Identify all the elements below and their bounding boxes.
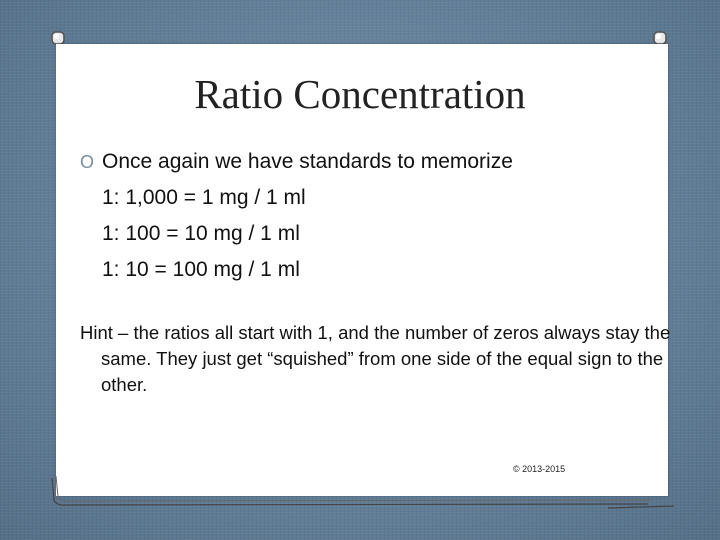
- standard-line: 1: 100 = 10 mg / 1 ml: [102, 222, 300, 245]
- slide-title: Ratio Concentration: [194, 71, 526, 117]
- copyright-notice: © 2013-2015: [513, 464, 566, 474]
- standard-line: 1: 10 = 100 mg / 1 ml: [102, 258, 300, 281]
- bullet-marker: O: [80, 152, 95, 172]
- bullet-text: Once again we have standards to memorize: [102, 150, 513, 173]
- scroll-curl-decoration: [48, 470, 678, 510]
- standard-line: 1: 1,000 = 1 mg / 1 ml: [102, 186, 306, 209]
- bullet-item: [80, 150, 513, 174]
- hint-paragraph: Hint – the ratios all start with 1, and the number of zeros always stay the same. They just get “squished” from one side of the equal sign to the other.: [80, 322, 671, 395]
